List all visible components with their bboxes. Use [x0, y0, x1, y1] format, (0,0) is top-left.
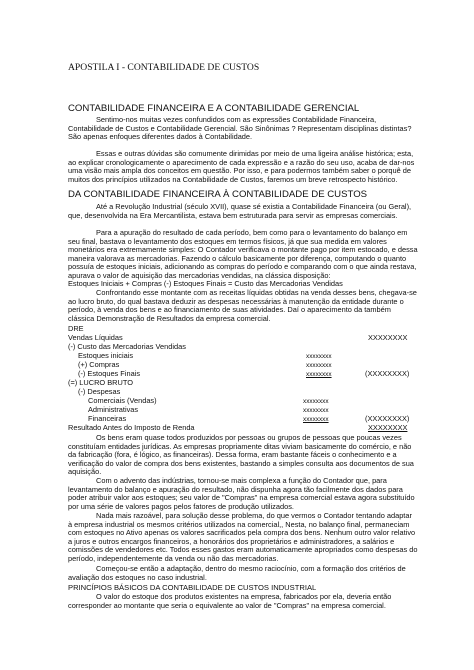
dre-compras-label: (+) Compras — [78, 360, 120, 369]
dre-administrativas-label: Administrativas — [88, 405, 139, 414]
dre-ei-value: xxxxxxxx — [306, 353, 332, 360]
dre-compras-value: xxxxxxxx — [306, 362, 332, 369]
dre-vendas-label: Vendas Líquidas — [68, 333, 123, 342]
dre-vendas-value: XXXXXXXX — [368, 333, 408, 342]
dre-ef-value: xxxxxxxx — [306, 371, 332, 378]
dre-resultado-value: XXXXXXXX — [368, 423, 408, 432]
paragraph: Os bens eram quase todos produzidos por pessoas ou grupos de pessoas que poucas vezes constituíam entidades jurídicas. As empresas propriamente ditas viviam basicamente do comércio, e não da fabricação (fora, é lógico, as financeiras). Dessa forma, eram bastante fáceis o conhecimento e a verificação do valor de compra dos bens existentes, bastando a simples consulta aos documentos de sua aquisição. — [68, 433, 414, 477]
dre-administrativas-value: xxxxxxxx — [303, 407, 329, 414]
dre-despesas-total: (XXXXXXXX) — [365, 414, 410, 423]
dre-comerciais-value: xxxxxxxx — [303, 398, 329, 405]
paragraph: Nada mais razoável, para solução desse problema, do que vermos o Contador tentando adaptar à empresa industrial os mesmos critérios utilizados na comercial,, Nesta, no balanço final, permaneciam com estoques no Ativo apenas os valores sacrificados pela compra dos bens. Nenhum outro valor relativo a juros e outros encargos financeiros, a honorários dos proprietários e administradores, a salários e comissões de vendedores etc. Todos esses gastos eram automaticamente apropriados como despesas do período, independentemente da venda ou não das mercadorias. — [68, 511, 418, 563]
paragraph: Sentimo-nos muitas vezes confundidos com as expressões Contabilidade Financeira, Contabilidade de Custos e Contabilidade Gerencial. São Sinônimas ? Representam disciplinas distintas? São apenas enfoques diferentes dados à Contabilidade. — [68, 115, 412, 142]
paragraph: Confrontando esse montante com as receitas líquidas obtidas na venda desses bens, chegava-se ao lucro bruto, do qual bastava deduzir as despesas necessárias à manutenção da entidade durante o período, à venda dos bens e ao financiamento de suas atividades. Daí o aparecimento da também clássica Demonstração de Resultados da empresa comercial. — [68, 288, 417, 323]
paragraph: Começou-se então a adaptação, dentro do mesmo raciocínio, com a formação dos critérios de avaliação dos estoques no caso industrial. — [68, 564, 406, 582]
paragraph: Essas e outras dúvidas são comumente dirimidas por meio de uma ligeira análise histórica; esta, ao explicar cronologicamente o aparecimento de cada expressão e a razão do seu uso, acaba de dar-nos uma visão mais ampla dos conceitos em questão. Por isso, e para podermos também saber o porquê de muitos dos princípios utilizados na Contabilidade de Custos, faremos um breve retrospecto histórico. — [68, 149, 415, 184]
dre-ei-label: Estoques iniciais — [78, 351, 134, 360]
dre-comerciais-label: Comerciais (Vendas) — [88, 396, 157, 405]
document-title: APOSTILA I - CONTABILIDADE DE CUSTOS — [68, 62, 260, 73]
paragraph: Até a Revolução Industrial (século XVII), quase sé existia a Contabilidade Financeira (ou Geral), que, desenvolvida na Era Mercantilista, estava bem estruturada para servir as empresas comerciais. — [68, 202, 412, 220]
section-heading-principios: PRINCÍPIOS BÁSICOS DA CONTABILIDADE DE CUSTOS INDUSTRIAL — [68, 583, 317, 592]
dre-financeiras-label: Financeiras — [88, 414, 127, 423]
dre-ef-label: (-) Estoques Finais — [78, 369, 141, 378]
dre-despesas-label: (-) Despesas — [78, 387, 121, 396]
paragraph: Com o advento das indústrias, tornou-se mais complexa a função do Contador que, para levantamento do balanço e apuração do resultado, não dispunha agora tão facilmente dos dados para poder atribuir valor aos estoques; seu valor de "Compras" na empresa comercial estava agora substituído por uma série de valores pagos pelos fatores de produção utilizados. — [68, 476, 415, 511]
paragraph: Para a apuração do resultado de cada período, bem como para o levantamento do balanço em seu final, bastava o levantamento dos estoques em termos físicos, já que sua medida em valores monetários era extremamente simples: O Contador verificava o montante pago por item estocado, e dessa maneira valorava as mercadorias. Fazendo o cálculo basicamente por diferença, computando o quanto possuía de estoques iniciais, adicionando as compras do período e comparando com o que ainda restava, apurava o valor de aquisição das mercadorias vendidas, na clássica disposição: — [68, 228, 418, 280]
dre-lucro-bruto-label: (=) LUCRO BRUTO — [68, 378, 133, 387]
section-heading-financeira-gerencial: CONTABILIDADE FINANCEIRA E A CONTABILIDADE GERENCIAL — [68, 103, 360, 114]
formula-line: Estoques Iniciais + Compras (-) Estoques Finais = Custo das Mercadorias Vendidas — [68, 279, 343, 288]
dre-financeiras-value: xxxxxxxx — [303, 416, 329, 423]
paragraph: O valor do estoque dos produtos existentes na empresa, fabricados por ela, deveria então corresponder ao montante que seria o equivalente ao valor de "Compras" na empresa comercial. — [68, 592, 392, 610]
section-heading-financeira-custos: DA CONTABILIDADE FINANCEIRA À CONTABILIDADE DE CUSTOS — [68, 189, 368, 200]
dre-cmv-label: (-) Custo das Mercadorias Vendidas — [68, 342, 186, 351]
dre-resultado-label: Resultado Antes do Imposto de Renda — [68, 423, 195, 432]
dre-title: DRE — [68, 324, 84, 333]
dre-ef-total: (XXXXXXXX) — [365, 369, 410, 378]
